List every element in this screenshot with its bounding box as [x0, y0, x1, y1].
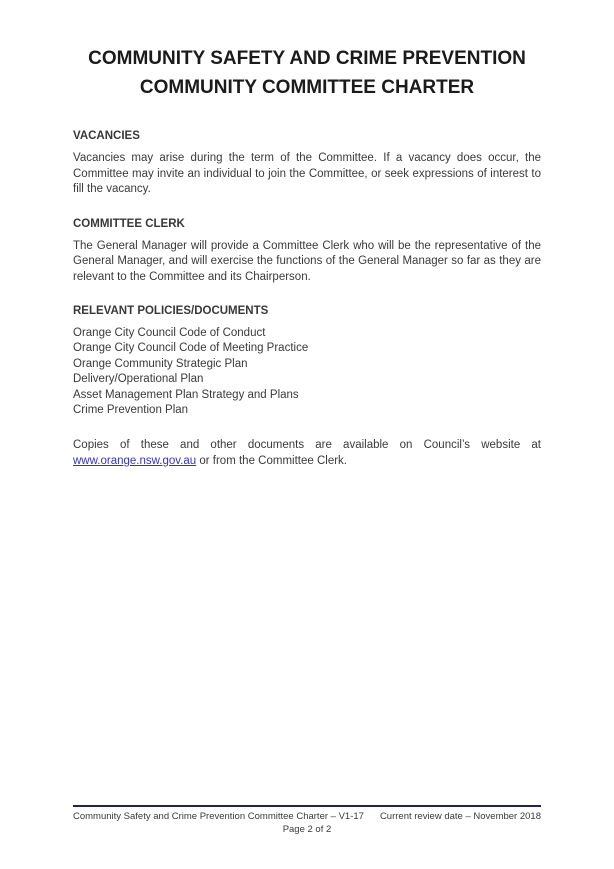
list-item: Orange City Council Code of Meeting Practice	[73, 342, 309, 355]
document-title-line2: COMMUNITY COMMITTEE CHARTER	[139, 77, 475, 98]
page-footer	[73, 805, 541, 835]
list-item: Crime Prevention Plan	[73, 404, 189, 417]
council-website-link[interactable]: www.orange.nsw.gov.au	[73, 454, 197, 467]
document-body	[73, 0, 541, 469]
footer-review-date: Current review date – November 2018	[379, 811, 541, 822]
document-title-line1: COMMUNITY SAFETY AND CRIME PREVENTION	[88, 48, 526, 69]
footer-document-version: Community Safety and Crime Prevention Committee Charter – V1-17	[73, 811, 364, 822]
footer-info-row	[73, 811, 541, 822]
list-item: Orange City Council Code of Conduct	[73, 327, 266, 339]
footer-divider	[73, 805, 541, 807]
closing-text-before-link: Copies of these and other documents are available on Council’s website at	[73, 439, 541, 452]
paragraph-committee-clerk: The General Manager will provide a Committee Clerk who will be the representative of the General Manager, and will exercise the functions of the General Manager so far as they are relevant to the Committee and its Chairperson.	[73, 239, 541, 283]
paragraph-copies	[73, 438, 541, 469]
list-item: Asset Management Plan Strategy and Plans	[73, 388, 299, 401]
section-heading-vacancies: VACANCIES	[73, 130, 140, 142]
closing-text-after-link: or from the Committee Clerk.	[196, 454, 347, 467]
list-item: Orange Community Strategic Plan	[73, 357, 248, 370]
list-item: Delivery/Operational Plan	[73, 373, 204, 386]
section-heading-committee-clerk: COMMITTEE CLERK	[73, 217, 185, 230]
footer-page-number: Page 2 of 2	[282, 824, 332, 835]
document-title	[73, 44, 541, 102]
policy-document-list	[73, 326, 541, 418]
section-heading-relevant-policies: RELEVANT POLICIES/DOCUMENTS	[73, 305, 269, 317]
paragraph-vacancies: Vacancies may arise during the term of the Committee. If a vacancy does occur, the Committee may invite an individual to join the Committee, or seek expressions of interest to fill the vacancy.	[73, 152, 541, 195]
